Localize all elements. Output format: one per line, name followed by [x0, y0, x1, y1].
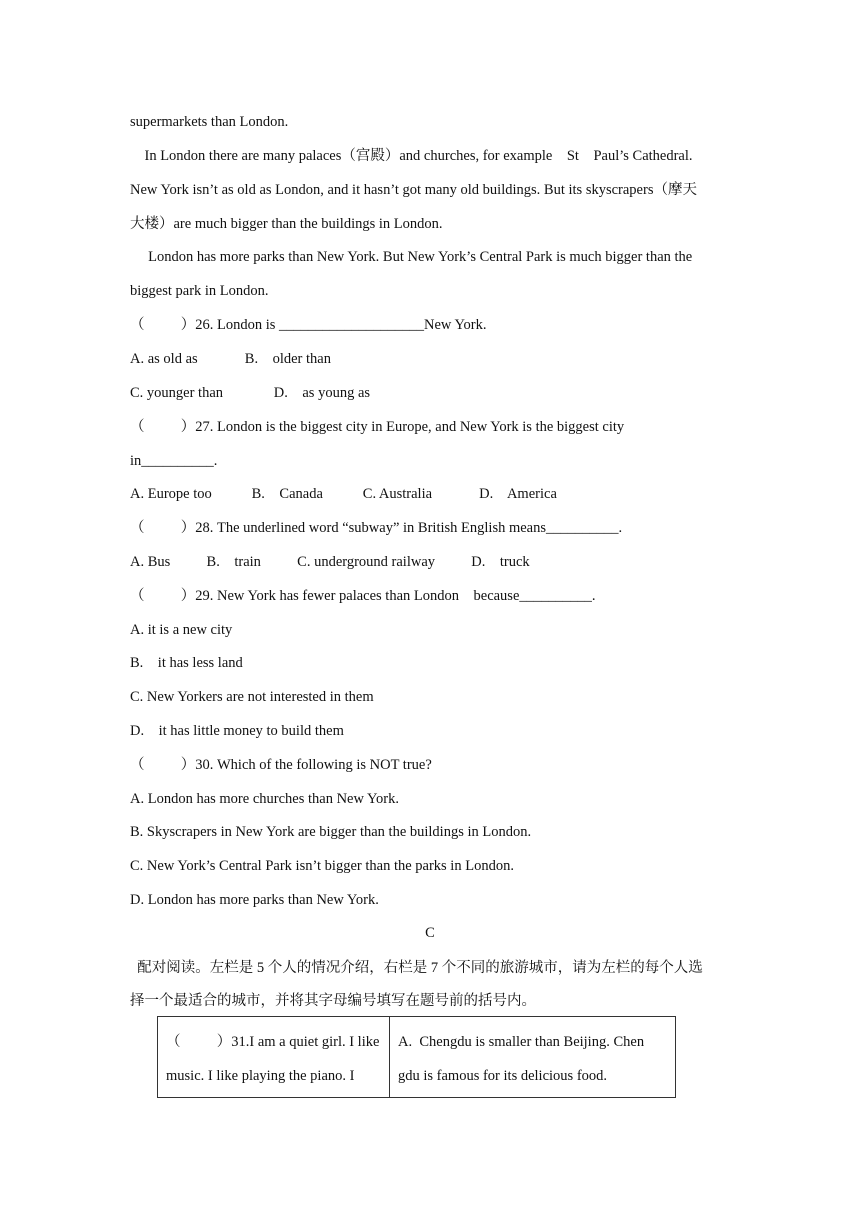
table-cell-person — [158, 1017, 390, 1098]
question-30: （ ）30. Which of the following is NOT true? — [130, 757, 432, 773]
table-row — [158, 1017, 676, 1098]
question-30-option-a: A. London has more churches than New York. — [130, 791, 400, 807]
question-28: （ ）28. The underlined word “subway” in British English means__________. — [130, 520, 623, 536]
table-cell-city — [390, 1017, 676, 1098]
question-27-options: A. Europe too B. Canada C. Australia D. America — [130, 486, 557, 502]
question-26-options-ab: A. as old as B. older than — [130, 351, 331, 367]
passage-line: In London there are many palaces（宫殿）and churches, for example St Paul’s Cathedral. — [130, 148, 693, 164]
question-27-continued: in__________. — [130, 453, 218, 469]
cell-line: A. Chengdu is smaller than Beijing. Chen — [398, 1034, 645, 1050]
cell-line: music. I like playing the piano. I — [166, 1068, 355, 1084]
passage-line: 大楼）are much bigger than the buildings in London. — [130, 216, 443, 232]
question-29-option-b: B. it has less land — [130, 655, 243, 671]
question-28-options: A. Bus B. train C. underground railway D. truck — [130, 554, 530, 570]
section-intro: 择一个最适合的城市，并将其字母编号填写在题号前的括号内。 — [130, 993, 536, 1009]
cell-line: gdu is famous for its delicious food. — [398, 1068, 608, 1084]
section-heading: C — [425, 925, 435, 941]
section-intro: 配对阅读。左栏是 5 个人的情况介绍，右栏是 7 个不同的旅游城市，请为左栏的每个人选 — [130, 960, 703, 976]
question-29-option-d: D. it has little money to build them — [130, 723, 344, 739]
passage-line: biggest park in London. — [130, 283, 269, 299]
cell-line: （ ）31.I am a quiet girl. I like — [166, 1034, 380, 1050]
passage-line: New York isn’t as old as London, and it hasn’t got many old buildings. But its skyscrapers（摩天 — [130, 182, 697, 198]
question-26-options-cd: C. younger than D. as young as — [130, 385, 371, 401]
question-29: （ ）29. New York has fewer palaces than London because__________. — [130, 588, 596, 604]
question-30-option-d: D. London has more parks than New York. — [130, 892, 379, 908]
question-29-option-a: A. it is a new city — [130, 622, 233, 638]
question-27: （ ）27. London is the biggest city in Europe, and New York is the biggest city — [130, 419, 625, 435]
passage-line: London has more parks than New York. But New York’s Central Park is much bigger than the — [130, 249, 693, 265]
passage-line: supermarkets than London. — [130, 114, 289, 130]
question-29-option-c: C. New Yorkers are not interested in them — [130, 689, 374, 705]
question-26: （ ）26. London is ____________________New York. — [130, 317, 487, 333]
question-30-option-b: B. Skyscrapers in New York are bigger than the buildings in London. — [130, 824, 532, 840]
question-30-option-c: C. New York’s Central Park isn’t bigger than the parks in London. — [130, 858, 514, 874]
matching-table — [157, 1016, 676, 1098]
